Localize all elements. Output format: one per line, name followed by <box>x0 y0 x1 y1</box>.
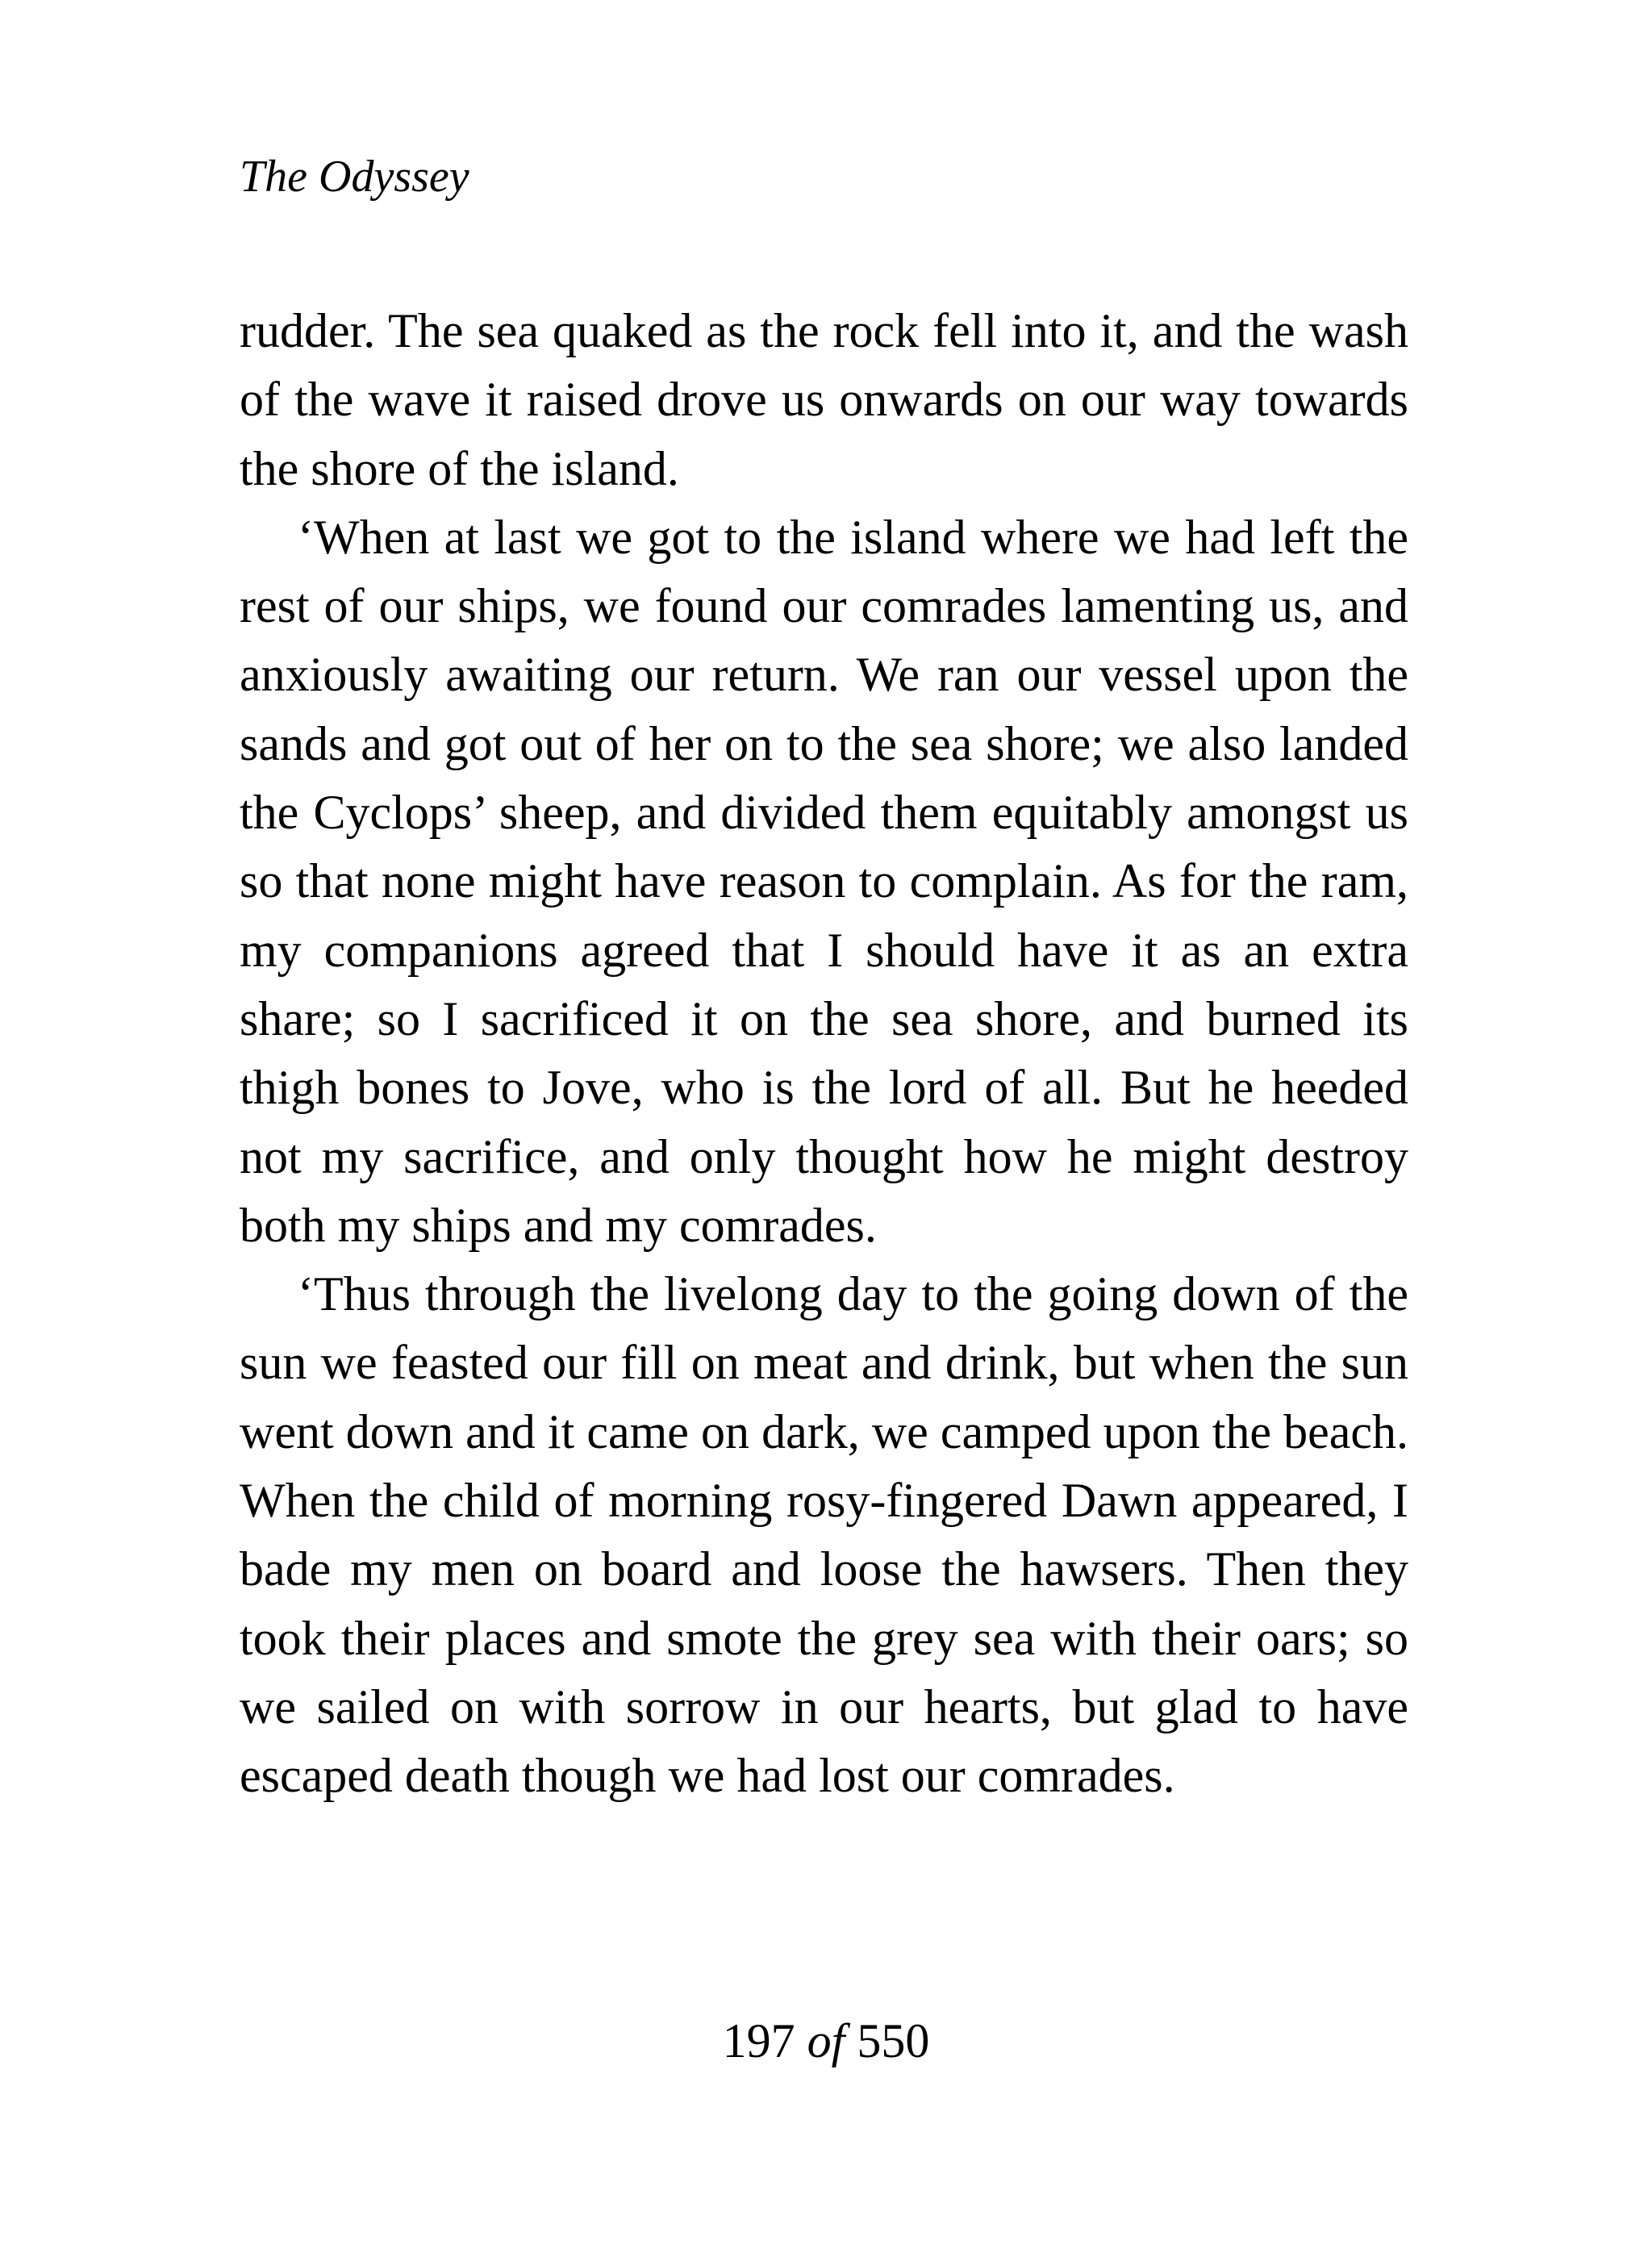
page-separator: of <box>807 2014 845 2067</box>
page-body <box>240 297 1408 1811</box>
total-pages: 550 <box>857 2014 930 2067</box>
paragraph-continuation: rudder. The sea quaked as the rock fell into it, and the wash of the wave it raised drove us onwards on our way towards the shore of the island. <box>240 304 1408 495</box>
running-title: The Odyssey <box>240 152 469 202</box>
paragraph-departure: ‘Thus through the livelong day to the going down of the sun we feasted our fill on meat and drink, but when the sun went down and it came on dark, we camped upon the beach. When the child of morning rosy-fingered Dawn appeared, I bade my men on board and loose the hawsers. Then they took their places and smote the grey sea with their oars; so we sailed on with sorrow in our hearts, but glad to have escaped death though we had lost our comrades. <box>240 1267 1408 1803</box>
current-page-number: 197 <box>722 2014 795 2067</box>
page-number <box>0 2009 1652 2073</box>
paragraph-arrival: ‘When at last we got to the island where we had left the rest of our ships, we found our comrades lamenting us, and anxiously awaiting our return. We ran our vessel upon the sands and got out of her on to the sea shore; we also landed the Cyclops’ sheep, and divided them equitably amongst us so that none might have reason to complain. As for the ram, my companions agreed that I should have it as an extra share; so I sacrificed it on the sea shore, and burned its thigh bones to Jove, who is the lord of all. But he heeded not my sacrifice, and only thought how he might destroy both my ships and my comrades. <box>240 510 1408 1252</box>
